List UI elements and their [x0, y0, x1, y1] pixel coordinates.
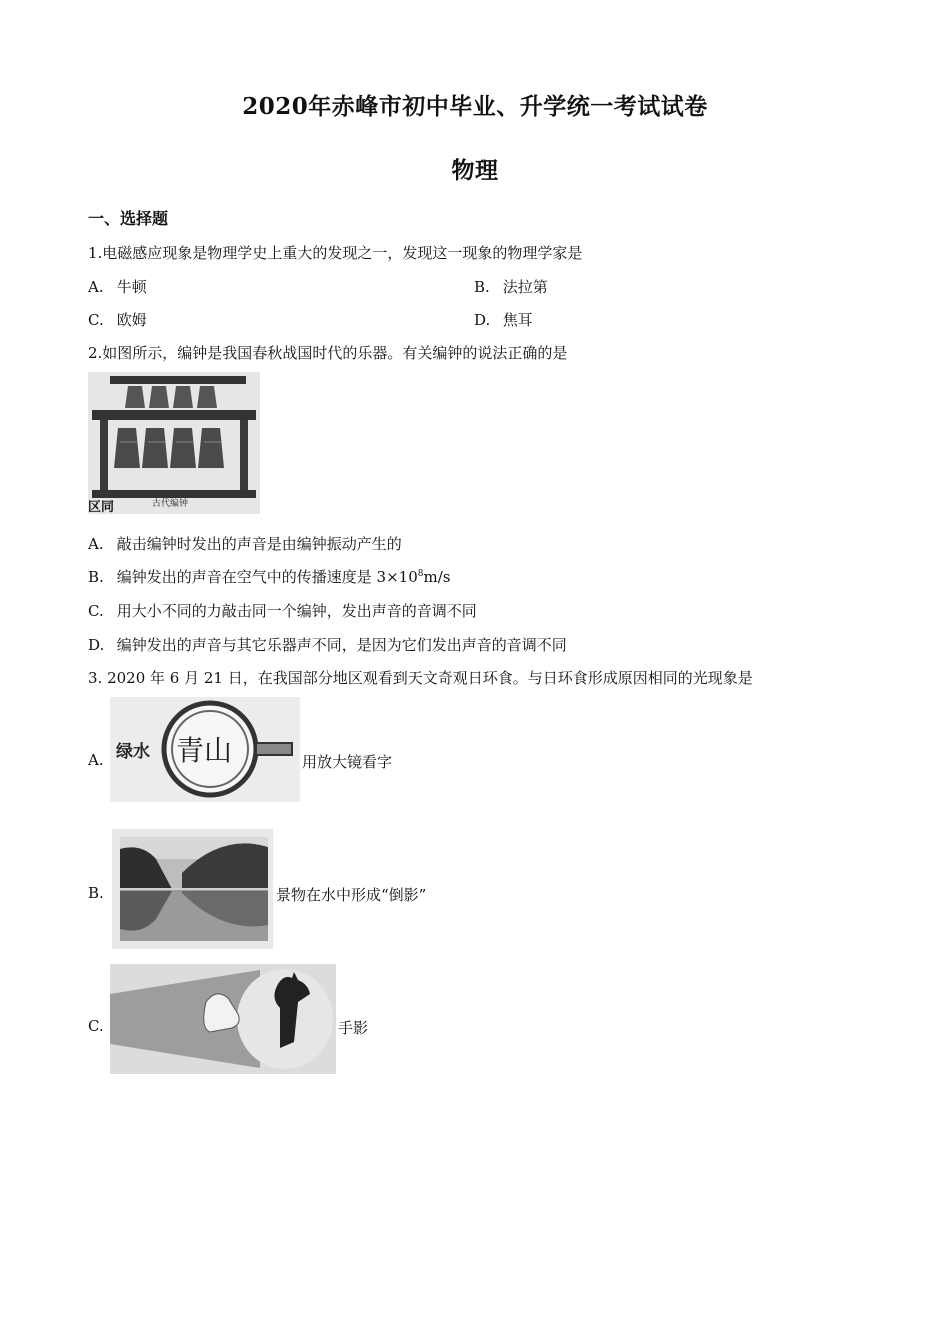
question-3-option-a-letter: A. [88, 751, 104, 769]
option-letter: A. [88, 278, 104, 296]
option-text: 用大小不同的力敲击同一个编钟，发出声音的音调不同 [116, 602, 477, 620]
question-2-option-b [88, 566, 450, 587]
option-letter: C. [88, 311, 104, 329]
option-letter: B. [88, 568, 104, 586]
option-text: 焦耳 [502, 311, 533, 329]
question-1-option-b [474, 276, 548, 297]
option-text: 编钟发出的声音与其它乐器声不同，是因为它们发出声音的音调不同 [116, 636, 567, 654]
question-1-option-a [88, 276, 147, 297]
question-3-option-c-letter: C. [88, 1017, 104, 1035]
magnifier-image [110, 697, 300, 802]
exam-title: 2020年赤峰市初中毕业、升学统一考试试卷 [242, 93, 708, 120]
question-3-option-a-text: 用放大镜看字 [302, 753, 393, 771]
question-1-option-c [88, 309, 147, 330]
hand-shadow-image [110, 964, 336, 1074]
question-3-stem: 3. 2020 年 6 月 21 日，在我国部分地区观看到天文奇观日环食。与日环食形成原因相同的光现象是 [88, 669, 753, 687]
magnifier-center-text: 青山 [176, 734, 233, 767]
magnifier-left-text: 绿水 [116, 742, 150, 762]
option-text: 法拉第 [502, 278, 548, 296]
question-3-option-c-text: 手影 [338, 1019, 369, 1037]
bianzhong-illustration [88, 372, 260, 514]
reflection-image [112, 829, 273, 949]
question-1-stem: 1.电磁感应现象是物理学史上重大的发现之一，发现这一现象的物理学家是 [88, 244, 583, 262]
question-1-option-d [474, 309, 533, 330]
question-2-option-d [88, 634, 567, 655]
subject-title: 物理 [451, 157, 499, 184]
option-letter: B. [474, 278, 490, 296]
option-letter: C. [88, 602, 104, 620]
question-2-stem: 2.如图所示，编钟是我国春秋战国时代的乐器。有关编钟的说法正确的是 [88, 344, 568, 362]
image-caption: 古代编钟 [152, 499, 189, 509]
option-text: 牛顿 [116, 278, 147, 296]
section-heading: 一、选择题 [88, 209, 169, 228]
bianzhong-image [88, 372, 260, 514]
option-letter: A. [88, 535, 104, 553]
option-exponent: 8 [417, 569, 424, 579]
option-text: 敲击编钟时发出的声音是由编钟振动产生的 [116, 535, 402, 553]
option-letter: D. [88, 636, 105, 654]
question-2-option-a [88, 533, 402, 554]
option-letter: D. [474, 311, 491, 329]
hand-shadow-illustration [110, 964, 336, 1074]
question-3-option-b-text: 景物在水中形成“倒影” [276, 886, 427, 904]
option-text: 欧姆 [116, 311, 147, 329]
question-2-option-c [88, 600, 477, 621]
question-3-option-b-letter: B. [88, 884, 104, 902]
reflection-illustration [112, 829, 273, 949]
image-corner-text: 区同 [88, 500, 115, 514]
option-text: 编钟发出的声音在空气中的传播速度是 3×10 [116, 568, 418, 586]
option-unit: m/s [423, 568, 451, 586]
